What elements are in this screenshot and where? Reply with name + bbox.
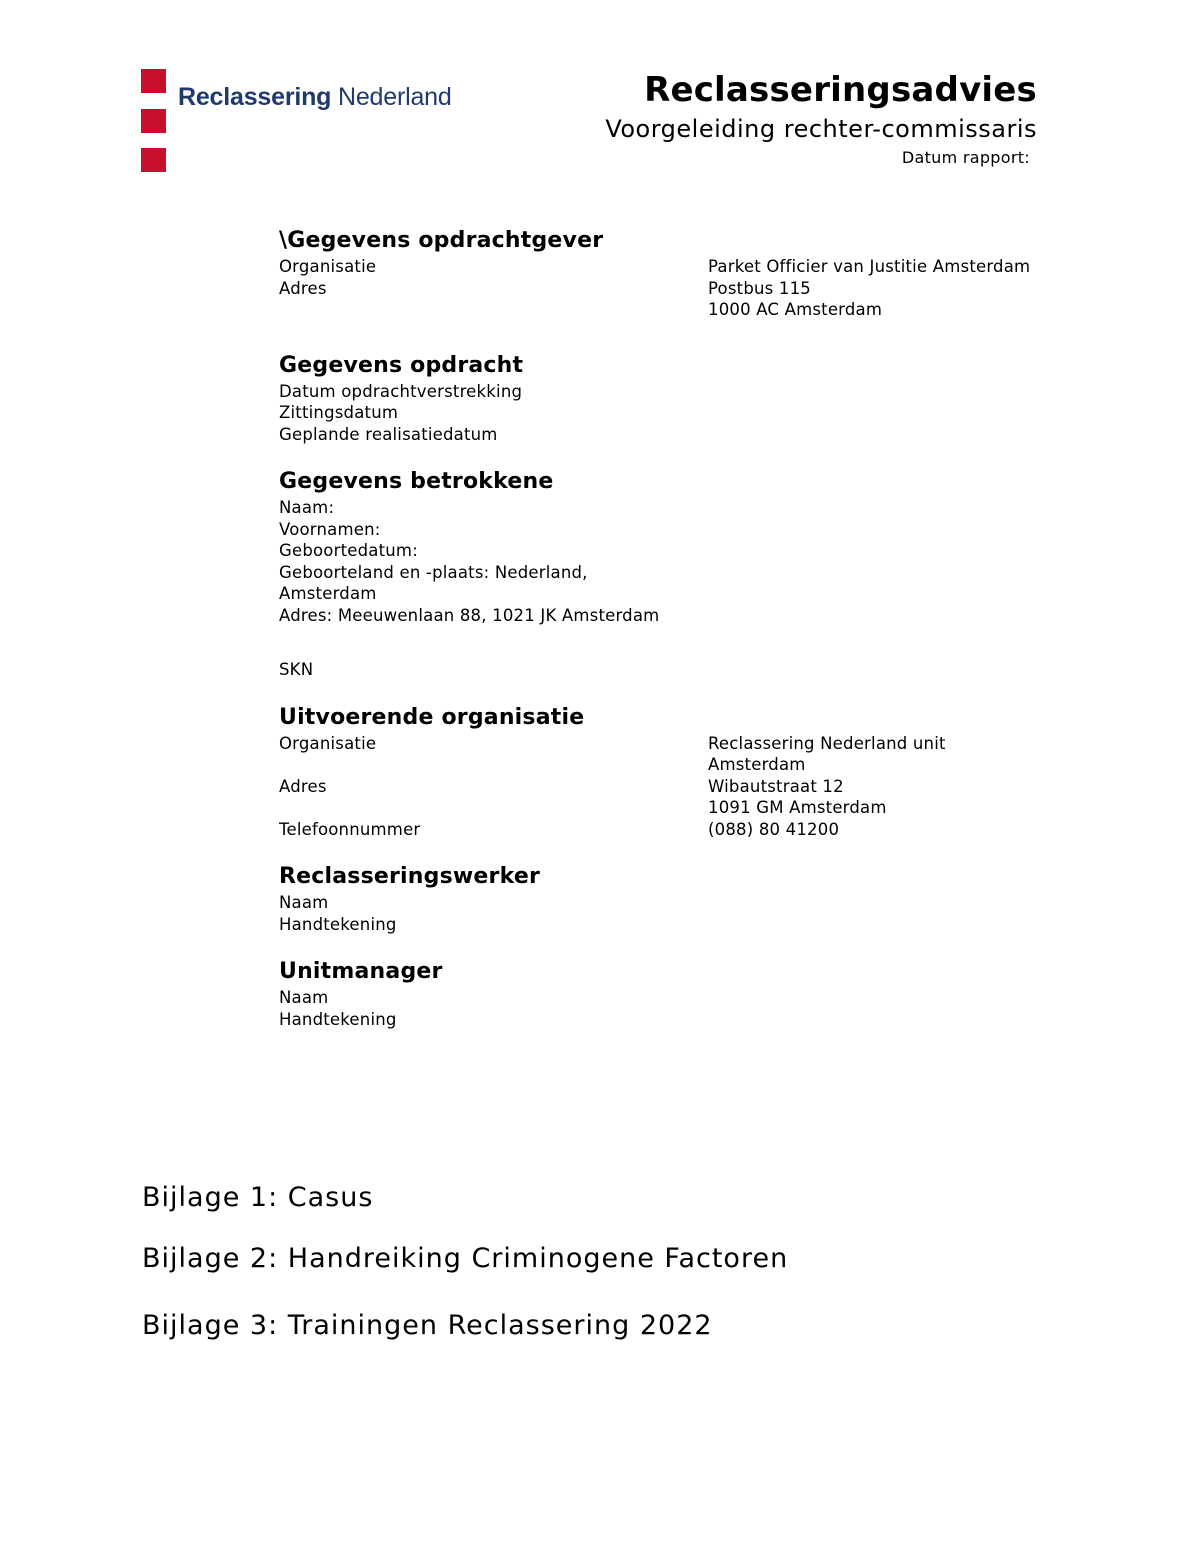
section-title: Unitmanager (279, 959, 443, 984)
field-label: Voornamen: (279, 519, 381, 539)
logo-square-bottom (141, 148, 166, 172)
field-row (279, 776, 1039, 819)
field-label: Adres (279, 776, 327, 796)
section-title: Reclasseringswerker (279, 864, 541, 889)
section-title: Gegevens betrokkene (279, 469, 554, 494)
section-title: Uitvoerende organisatie (279, 704, 585, 730)
field-label: Adres (279, 278, 327, 298)
attachment-casus: Bijlage 1: Casus (142, 1182, 374, 1213)
field-label: Handtekening (279, 1009, 397, 1029)
field-label: Zittingsdatum (279, 403, 399, 422)
section-title: \Gegevens opdrachtgever (279, 228, 604, 253)
skn-label: SKN (279, 660, 314, 679)
field-row (279, 278, 1039, 321)
field-label: Naam (279, 893, 329, 912)
logo-square-middle (141, 109, 166, 133)
field-label: Handtekening (279, 914, 397, 934)
field-row (279, 256, 1039, 278)
field-label: Geplande realisatiedatum (279, 424, 498, 444)
logo-word-regular: Nederland (338, 83, 452, 111)
field-label: Naam: (279, 498, 335, 517)
document-subtitle: Voorgeleiding rechter-commissaris (605, 115, 1037, 143)
field-label: Datum opdrachtverstrekking (279, 381, 523, 401)
field-value: (088) 80 41200 (708, 819, 840, 839)
attachment-handreiking: Bijlage 2: Handreiking Criminogene Factoren (142, 1243, 789, 1274)
reclassering-logo (141, 69, 471, 171)
logo-word-bold: Reclassering (178, 83, 332, 111)
field-label: Geboortedatum: (279, 541, 418, 560)
document-title: Reclasseringsadvies (644, 70, 1037, 110)
field-label: Geboorteland en -plaats: Nederland, (279, 562, 588, 582)
field-value: Parket Officier van Justitie Amsterdam (708, 257, 1031, 276)
field-value: Reclassering Nederland unit Amsterdam (708, 733, 946, 774)
attachment-trainingen: Bijlage 3: Trainingen Reclassering 2022 (142, 1310, 713, 1341)
report-content (279, 226, 1039, 1052)
field-row (279, 733, 1039, 776)
logo-wordmark (178, 83, 452, 112)
field-label: Organisatie (279, 733, 377, 753)
section-unitmanager (279, 957, 1039, 1030)
field-value (708, 278, 1039, 321)
field-label: Organisatie (279, 257, 377, 276)
logo-square-top (141, 69, 166, 93)
section-uitvoerende-organisatie (279, 703, 1039, 841)
section-opdrachtgever (279, 226, 1039, 321)
field-value-line: Postbus 115 (708, 278, 811, 298)
field-label: Amsterdam (279, 584, 377, 603)
section-title: Gegevens opdracht (279, 352, 524, 378)
section-betrokkene (279, 467, 1039, 681)
field-row (279, 819, 1039, 841)
field-label: Naam (279, 988, 329, 1007)
report-date-label: Datum rapport: (901, 148, 1030, 167)
section-reclasseringswerker (279, 862, 1039, 935)
field-value-line: Wibautstraat 12 (708, 776, 844, 796)
field-value-line: 1091 GM Amsterdam (708, 798, 887, 817)
field-value-line: 1000 AC Amsterdam (708, 300, 883, 319)
field-label: Adres: Meeuwenlaan 88, 1021 JK Amsterdam (279, 605, 660, 625)
field-label: Telefoonnummer (279, 819, 421, 839)
field-value (708, 776, 1039, 819)
section-opdracht (279, 351, 1039, 446)
